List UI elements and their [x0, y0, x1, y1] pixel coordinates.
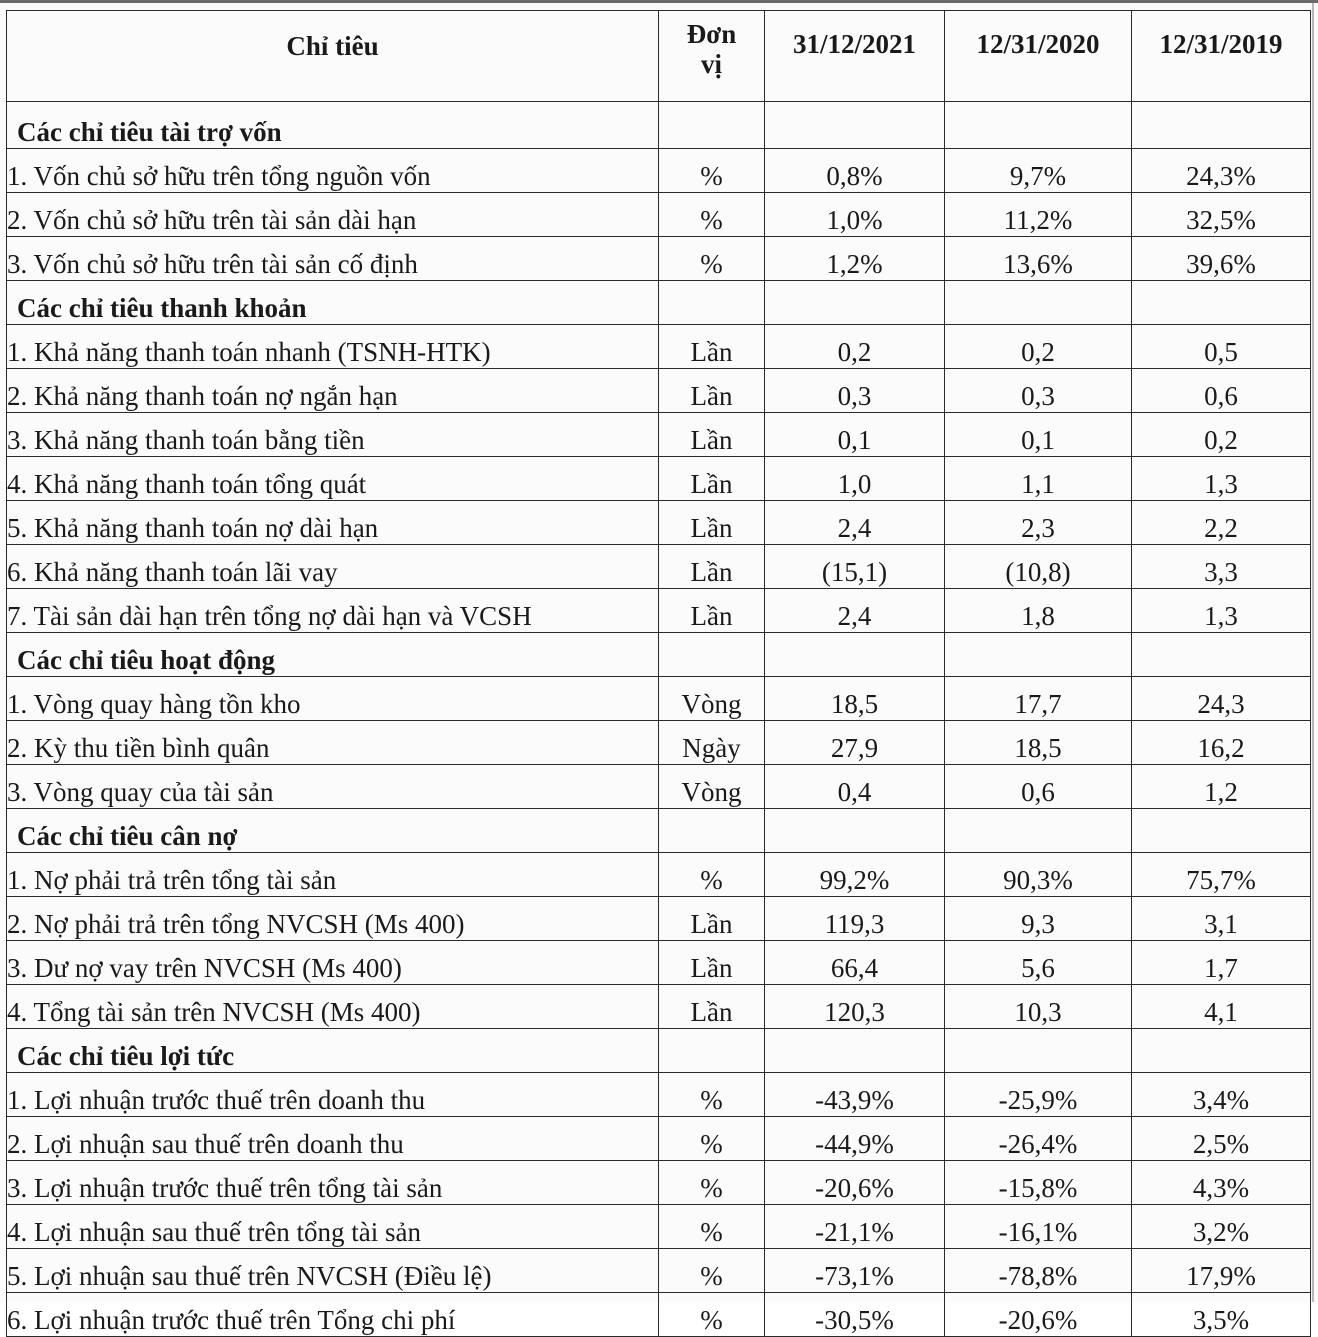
section-empty-cell: [1132, 281, 1311, 325]
value-2020-cell: 0,3: [945, 369, 1132, 413]
table-header-row: [7, 11, 1311, 102]
table-row: [7, 325, 1311, 369]
indicator-label: 4. Khả năng thanh toán tổng quát: [7, 457, 659, 501]
indicator-label: 7. Tài sản dài hạn trên tổng nợ dài hạn và VCSH: [7, 589, 659, 633]
table-row: [7, 1161, 1311, 1205]
value-2021-cell: 27,9: [765, 721, 945, 765]
header-2019: 12/31/2019: [1132, 11, 1311, 102]
table-row: [7, 501, 1311, 545]
unit-cell: %: [659, 1073, 765, 1117]
value-2019-cell: 4,1: [1132, 985, 1311, 1029]
value-2020-cell: 9,7%: [945, 149, 1132, 193]
section-empty-cell: [945, 1029, 1132, 1073]
value-2021-cell: 0,1: [765, 413, 945, 457]
value-2021-cell: 0,4: [765, 765, 945, 809]
value-2021-cell: 119,3: [765, 897, 945, 941]
table-row: [7, 149, 1311, 193]
unit-cell: Lần: [659, 325, 765, 369]
unit-cell: Lần: [659, 501, 765, 545]
value-2019-cell: 1,2: [1132, 765, 1311, 809]
section-empty-cell: [659, 281, 765, 325]
unit-cell: Lần: [659, 985, 765, 1029]
value-2020-cell: 9,3: [945, 897, 1132, 941]
section-empty-cell: [765, 1029, 945, 1073]
value-2020-cell: 90,3%: [945, 853, 1132, 897]
unit-cell: Vòng: [659, 677, 765, 721]
financial-ratios-table: [6, 10, 1311, 1337]
unit-cell: Vòng: [659, 765, 765, 809]
value-2019-cell: 16,2: [1132, 721, 1311, 765]
section-empty-cell: [1132, 809, 1311, 853]
value-2019-cell: 75,7%: [1132, 853, 1311, 897]
value-2020-cell: -16,1%: [945, 1205, 1132, 1249]
section-empty-cell: [659, 809, 765, 853]
table-row: [7, 193, 1311, 237]
value-2020-cell: 17,7: [945, 677, 1132, 721]
value-2020-cell: 11,2%: [945, 193, 1132, 237]
table-row: [7, 853, 1311, 897]
table-row: [7, 1249, 1311, 1293]
table-row: [7, 1293, 1311, 1337]
section-empty-cell: [1132, 102, 1311, 149]
table-row: [7, 677, 1311, 721]
section-title: Các chỉ tiêu hoạt động: [7, 633, 659, 677]
value-2021-cell: 99,2%: [765, 853, 945, 897]
table-row: [7, 369, 1311, 413]
value-2019-cell: 2,5%: [1132, 1117, 1311, 1161]
header-indicator: Chỉ tiêu: [7, 11, 659, 102]
indicator-label: 2. Lợi nhuận sau thuế trên doanh thu: [7, 1117, 659, 1161]
section-empty-cell: [659, 633, 765, 677]
indicator-label: 2. Vốn chủ sở hữu trên tài sản dài hạn: [7, 193, 659, 237]
indicator-label: 3. Vốn chủ sở hữu trên tài sản cố định: [7, 237, 659, 281]
section-header-row: [7, 1029, 1311, 1073]
unit-cell: %: [659, 853, 765, 897]
value-2020-cell: 0,6: [945, 765, 1132, 809]
value-2020-cell: 13,6%: [945, 237, 1132, 281]
indicator-label: 3. Dư nợ vay trên NVCSH (Ms 400): [7, 941, 659, 985]
unit-cell: Lần: [659, 413, 765, 457]
value-2019-cell: 17,9%: [1132, 1249, 1311, 1293]
table-row: [7, 1205, 1311, 1249]
value-2020-cell: 10,3: [945, 985, 1132, 1029]
value-2019-cell: 1,7: [1132, 941, 1311, 985]
indicator-label: 1. Khả năng thanh toán nhanh (TSNH-HTK): [7, 325, 659, 369]
section-header-row: [7, 809, 1311, 853]
value-2020-cell: -15,8%: [945, 1161, 1132, 1205]
value-2021-cell: 2,4: [765, 501, 945, 545]
indicator-label: 6. Khả năng thanh toán lãi vay: [7, 545, 659, 589]
indicator-label: 1. Nợ phải trả trên tổng tài sản: [7, 853, 659, 897]
value-2021-cell: -30,5%: [765, 1293, 945, 1337]
value-2021-cell: 0,2: [765, 325, 945, 369]
value-2020-cell: 0,2: [945, 325, 1132, 369]
indicator-label: 5. Khả năng thanh toán nợ dài hạn: [7, 501, 659, 545]
indicator-label: 1. Lợi nhuận trước thuế trên doanh thu: [7, 1073, 659, 1117]
indicator-label: 3. Vòng quay của tài sản: [7, 765, 659, 809]
header-unit-line-1: Đơn: [686, 19, 737, 49]
section-empty-cell: [659, 102, 765, 149]
value-2021-cell: -43,9%: [765, 1073, 945, 1117]
table-row: [7, 1117, 1311, 1161]
indicator-label: 2. Nợ phải trả trên tổng NVCSH (Ms 400): [7, 897, 659, 941]
value-2019-cell: 3,4%: [1132, 1073, 1311, 1117]
unit-cell: Lần: [659, 589, 765, 633]
value-2019-cell: 3,5%: [1132, 1293, 1311, 1337]
indicator-label: 1. Vốn chủ sở hữu trên tổng nguồn vốn: [7, 149, 659, 193]
unit-cell: %: [659, 1117, 765, 1161]
table-row: [7, 985, 1311, 1029]
section-header-row: [7, 281, 1311, 325]
unit-cell: Lần: [659, 941, 765, 985]
unit-cell: %: [659, 1161, 765, 1205]
section-title: Các chỉ tiêu cân nợ: [7, 809, 659, 853]
header-unit-line-2: vị: [700, 49, 722, 79]
section-empty-cell: [945, 102, 1132, 149]
unit-cell: Lần: [659, 369, 765, 413]
value-2019-cell: 2,2: [1132, 501, 1311, 545]
value-2021-cell: 0,8%: [765, 149, 945, 193]
section-empty-cell: [945, 809, 1132, 853]
table-row: [7, 237, 1311, 281]
header-2020: 12/31/2020: [945, 11, 1132, 102]
section-title: Các chỉ tiêu thanh khoản: [7, 281, 659, 325]
indicator-label: 2. Kỳ thu tiền bình quân: [7, 721, 659, 765]
section-empty-cell: [765, 809, 945, 853]
value-2019-cell: 24,3: [1132, 677, 1311, 721]
table-row: [7, 897, 1311, 941]
table-body: [7, 102, 1311, 1337]
section-empty-cell: [945, 281, 1132, 325]
indicator-label: 6. Lợi nhuận trước thuế trên Tổng chi phí: [7, 1293, 659, 1337]
indicator-label: 5. Lợi nhuận sau thuế trên NVCSH (Điều lệ): [7, 1249, 659, 1293]
section-title: Các chỉ tiêu tài trợ vốn: [7, 102, 659, 149]
unit-cell: %: [659, 193, 765, 237]
value-2019-cell: 1,3: [1132, 589, 1311, 633]
value-2019-cell: 4,3%: [1132, 1161, 1311, 1205]
value-2019-cell: 32,5%: [1132, 193, 1311, 237]
value-2020-cell: -26,4%: [945, 1117, 1132, 1161]
value-2020-cell: -78,8%: [945, 1249, 1132, 1293]
indicator-label: 1. Vòng quay hàng tồn kho: [7, 677, 659, 721]
value-2021-cell: (15,1): [765, 545, 945, 589]
value-2019-cell: 1,3: [1132, 457, 1311, 501]
table-row: [7, 1073, 1311, 1117]
value-2021-cell: 0,3: [765, 369, 945, 413]
value-2020-cell: -20,6%: [945, 1293, 1132, 1337]
table-row: [7, 941, 1311, 985]
value-2020-cell: 0,1: [945, 413, 1132, 457]
value-2020-cell: 1,8: [945, 589, 1132, 633]
unit-cell: Lần: [659, 545, 765, 589]
top-border-line: [0, 0, 1318, 3]
unit-cell: %: [659, 1249, 765, 1293]
unit-cell: %: [659, 149, 765, 193]
unit-cell: Lần: [659, 457, 765, 501]
value-2020-cell: (10,8): [945, 545, 1132, 589]
table-row: [7, 545, 1311, 589]
value-2019-cell: 0,2: [1132, 413, 1311, 457]
value-2021-cell: -21,1%: [765, 1205, 945, 1249]
value-2021-cell: -44,9%: [765, 1117, 945, 1161]
unit-cell: %: [659, 237, 765, 281]
section-header-row: [7, 633, 1311, 677]
value-2021-cell: -73,1%: [765, 1249, 945, 1293]
section-empty-cell: [765, 633, 945, 677]
value-2020-cell: 2,3: [945, 501, 1132, 545]
section-empty-cell: [765, 281, 945, 325]
table-row: [7, 413, 1311, 457]
unit-cell: %: [659, 1205, 765, 1249]
indicator-label: 4. Lợi nhuận sau thuế trên tổng tài sản: [7, 1205, 659, 1249]
section-empty-cell: [1132, 633, 1311, 677]
table-row: [7, 721, 1311, 765]
value-2019-cell: 3,3: [1132, 545, 1311, 589]
unit-cell: Lần: [659, 897, 765, 941]
section-empty-cell: [659, 1029, 765, 1073]
indicator-label: 3. Khả năng thanh toán bằng tiền: [7, 413, 659, 457]
value-2021-cell: 1,0%: [765, 193, 945, 237]
value-2021-cell: 120,3: [765, 985, 945, 1029]
section-title: Các chỉ tiêu lợi tức: [7, 1029, 659, 1073]
value-2019-cell: 0,5: [1132, 325, 1311, 369]
indicator-label: 2. Khả năng thanh toán nợ ngắn hạn: [7, 369, 659, 413]
right-edge-line: [1312, 3, 1314, 1302]
table-row: [7, 765, 1311, 809]
value-2021-cell: 2,4: [765, 589, 945, 633]
table-row: [7, 589, 1311, 633]
unit-cell: Ngày: [659, 721, 765, 765]
value-2020-cell: 5,6: [945, 941, 1132, 985]
unit-cell: %: [659, 1293, 765, 1337]
section-empty-cell: [1132, 1029, 1311, 1073]
value-2019-cell: 0,6: [1132, 369, 1311, 413]
value-2020-cell: -25,9%: [945, 1073, 1132, 1117]
header-2021: 31/12/2021: [765, 11, 945, 102]
value-2019-cell: 3,2%: [1132, 1205, 1311, 1249]
value-2021-cell: 1,0: [765, 457, 945, 501]
section-empty-cell: [945, 633, 1132, 677]
value-2019-cell: 24,3%: [1132, 149, 1311, 193]
indicator-label: 4. Tổng tài sản trên NVCSH (Ms 400): [7, 985, 659, 1029]
value-2019-cell: 39,6%: [1132, 237, 1311, 281]
indicator-label: 3. Lợi nhuận trước thuế trên tổng tài sản: [7, 1161, 659, 1205]
header-unit: [659, 11, 765, 102]
value-2019-cell: 3,1: [1132, 897, 1311, 941]
value-2021-cell: 1,2%: [765, 237, 945, 281]
value-2021-cell: -20,6%: [765, 1161, 945, 1205]
value-2020-cell: 1,1: [945, 457, 1132, 501]
section-empty-cell: [765, 102, 945, 149]
table-row: [7, 457, 1311, 501]
section-header-row: [7, 102, 1311, 149]
value-2020-cell: 18,5: [945, 721, 1132, 765]
value-2021-cell: 18,5: [765, 677, 945, 721]
value-2021-cell: 66,4: [765, 941, 945, 985]
